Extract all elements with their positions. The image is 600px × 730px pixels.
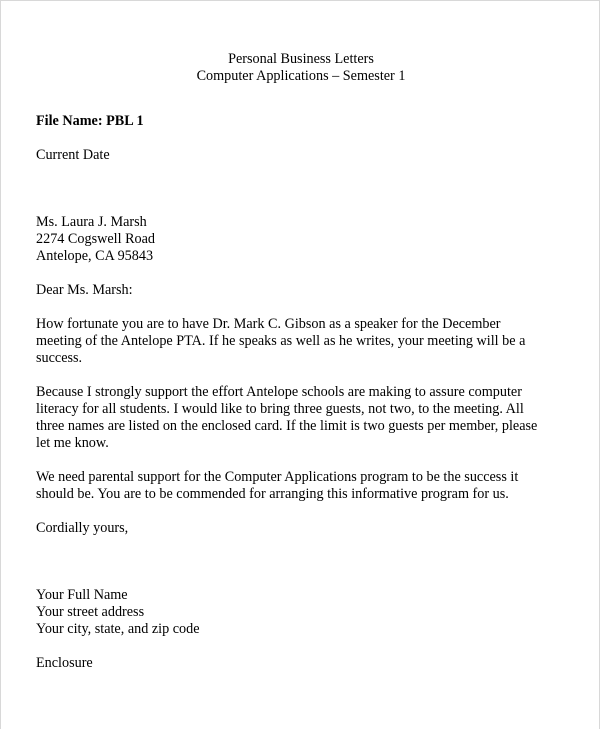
file-name: File Name: PBL 1 bbox=[36, 113, 144, 129]
sender-city: Your city, state, and zip code bbox=[36, 621, 200, 637]
paragraph-2-line-1: Because I strongly support the effort Antelope schools are making to assure computer bbox=[36, 384, 522, 400]
sender-name: Your Full Name bbox=[36, 587, 128, 603]
recipient-street: 2274 Cogswell Road bbox=[36, 231, 156, 247]
paragraph-2-line-3: three names are listed on the enclosed card. If the limit is two guests per member, please bbox=[36, 418, 538, 434]
letter-date: Current Date bbox=[36, 147, 110, 163]
document-title: Personal Business Letters bbox=[228, 51, 374, 67]
recipient-name: Ms. Laura J. Marsh bbox=[36, 214, 147, 230]
enclosure-notation: Enclosure bbox=[36, 655, 93, 671]
paragraph-2-line-2: literacy for all students. I would like to bring three guests, not two, to the meeting. All bbox=[36, 401, 524, 417]
closing: Cordially yours, bbox=[36, 520, 129, 536]
paragraph-1-line-2: meeting of the Antelope PTA. If he speaks as well as he writes, your meeting will be a bbox=[36, 333, 526, 349]
recipient-city: Antelope, CA 95843 bbox=[36, 248, 154, 264]
paragraph-1-line-3: success. bbox=[36, 350, 83, 366]
paragraph-1-line-1: How fortunate you are to have Dr. Mark C. Gibson as a speaker for the December bbox=[36, 316, 501, 332]
document-subtitle: Computer Applications – Semester 1 bbox=[196, 68, 406, 84]
sender-street: Your street address bbox=[36, 604, 145, 620]
salutation: Dear Ms. Marsh: bbox=[36, 282, 133, 298]
paragraph-3-line-1: We need parental support for the Computer Applications program to be the success it bbox=[36, 469, 519, 485]
paragraph-2-line-4: let me know. bbox=[36, 435, 109, 451]
paragraph-3-line-2: should be. You are to be commended for arranging this informative program for us. bbox=[36, 486, 509, 502]
